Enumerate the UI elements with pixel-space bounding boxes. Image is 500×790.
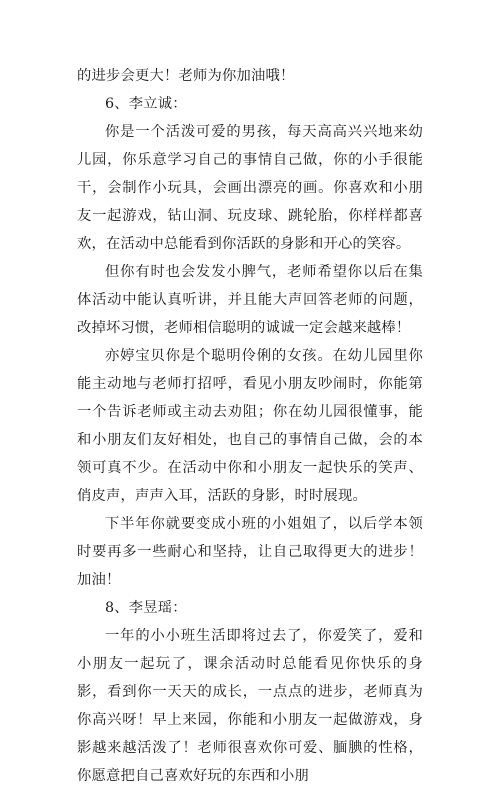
paragraph-7-2: 下半年你就要变成小班的小姐姐了，以后学本领时要再多一些耐心和坚持，让自己取得更大的进步！加油！ bbox=[77, 516, 423, 588]
paragraph-6-1: 你是一个活泼可爱的男孩，每天高高兴兴地来幼儿园，你乐意学习自己的事情自己做，你的小手很能干，会制作小玩具，会画出漂亮的画。你喜欢和小朋友一起游戏，钻山洞、玩皮球、跳轮胎，你样样都喜欢，在活动中总能看到你活跃的身影和开心的笑容。 bbox=[77, 124, 423, 252]
paragraph-7-1: 亦婷宝贝你是个聪明伶俐的女孩。在幼儿园里你能主动地与老师打招呼，看见小朋友吵闹时，你能第一个告诉老师或主动去劝阻；你在幼儿园很懂事，能和小朋友们友好相处，也自己的事情自己做，会的本领可真不少。在活动中你和小朋友一起快乐的笑声、俏皮声，声声入耳，活跃的身影，时时展现。 bbox=[77, 348, 423, 504]
paragraph-8-1: 一年的小小班生活即将过去了，你爱笑了，爱和小朋友一起玩了，课余活动时总能看见你快乐的身影，看到你一天天的成长，一点点的进步，老师真为你高兴呀！早上来园，你能和小朋友一起做游戏，身影越来越活泼了！老师很喜欢你可爱、腼腆的性格，你愿意把自己喜欢好玩的东西和小朋 bbox=[77, 628, 423, 784]
paragraph-carryover: 的进步会更大！老师为你加油哦！ bbox=[77, 68, 295, 84]
paragraph-6-2: 但你有时也会发发小脾气，老师希望你以后在集体活动中能认真听讲，并且能大声回答老师的问题，改掉坏习惯，老师相信聪明的诚诚一定会越来越棒！ bbox=[77, 264, 423, 336]
section-heading-8: 8、李昱瑶： bbox=[105, 600, 187, 616]
document-body bbox=[77, 62, 423, 790]
section-heading-6: 6、李立诚： bbox=[105, 96, 187, 112]
